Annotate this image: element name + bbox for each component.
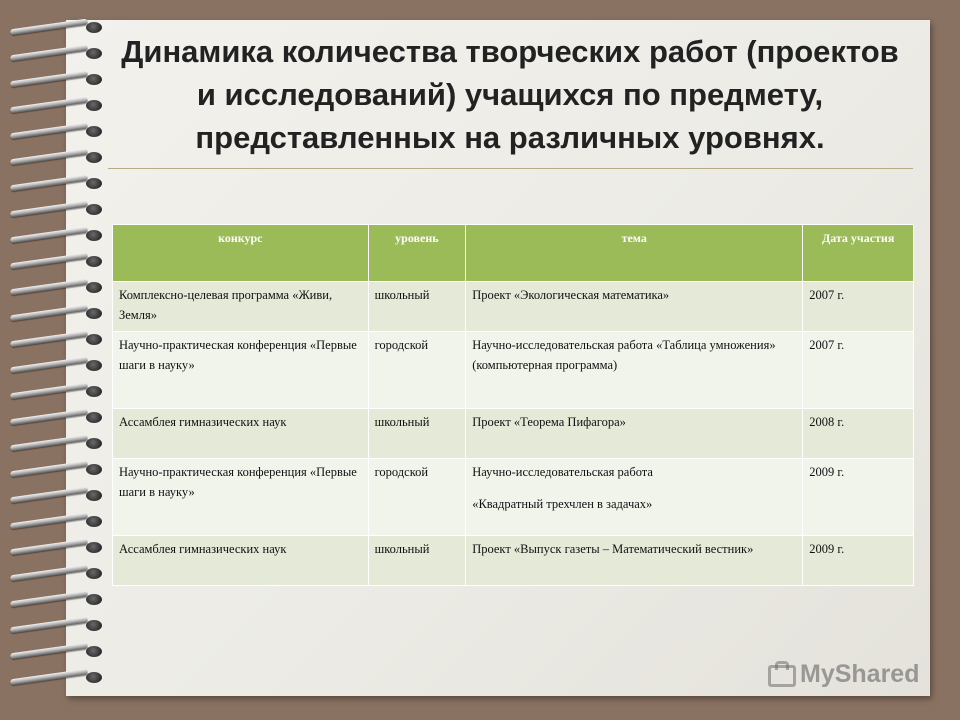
spiral-ring bbox=[10, 490, 102, 502]
spiral-ring bbox=[10, 542, 102, 554]
level-cell: школьный bbox=[368, 536, 466, 586]
table-row bbox=[113, 332, 914, 409]
spiral-ring bbox=[10, 22, 102, 34]
spiral-ring bbox=[10, 230, 102, 242]
spiral-ring bbox=[10, 152, 102, 164]
spiral-binding bbox=[0, 22, 110, 702]
spiral-ring bbox=[10, 178, 102, 190]
watermark-text: MyShared bbox=[800, 659, 920, 688]
spiral-ring bbox=[10, 126, 102, 138]
spiral-ring bbox=[10, 48, 102, 60]
level-cell: городской bbox=[368, 332, 466, 409]
title-divider bbox=[108, 168, 913, 169]
spiral-ring bbox=[10, 386, 102, 398]
contest-cell: Ассамблея гимназических наук bbox=[113, 409, 369, 459]
spiral-ring bbox=[10, 204, 102, 216]
spiral-ring bbox=[10, 334, 102, 346]
table-row bbox=[113, 536, 914, 586]
header-date: Дата участия bbox=[803, 225, 914, 282]
topic-cell bbox=[466, 459, 803, 536]
level-cell: школьный bbox=[368, 282, 466, 332]
topic-cell: Проект «Теорема Пифагора» bbox=[466, 409, 803, 459]
slide-title: Динамика количества творческих работ (проектов и исследований) учащихся по предмету, представленных на различных уровнях. bbox=[121, 34, 899, 155]
presentation-board-icon bbox=[766, 661, 794, 687]
spiral-ring bbox=[10, 516, 102, 528]
date-cell: 2009 г. bbox=[803, 536, 914, 586]
date-cell: 2009 г. bbox=[803, 459, 914, 536]
table-row bbox=[113, 459, 914, 536]
header-level: уровень bbox=[368, 225, 466, 282]
level-cell: городской bbox=[368, 459, 466, 536]
contest-cell: Ассамблея гимназических наук bbox=[113, 536, 369, 586]
level-cell: школьный bbox=[368, 409, 466, 459]
spiral-ring bbox=[10, 412, 102, 424]
date-cell: 2007 г. bbox=[803, 332, 914, 409]
date-cell: 2007 г. bbox=[803, 282, 914, 332]
spiral-ring bbox=[10, 594, 102, 606]
contest-cell: Научно-практическая конференция «Первые шаги в науку» bbox=[113, 332, 369, 409]
spiral-ring bbox=[10, 360, 102, 372]
table-header-row bbox=[113, 225, 914, 282]
contest-cell: Комплексно-целевая программа «Живи, Земля» bbox=[113, 282, 369, 332]
header-contest: конкурс bbox=[113, 225, 369, 282]
spiral-ring bbox=[10, 282, 102, 294]
date-cell: 2008 г. bbox=[803, 409, 914, 459]
spiral-ring bbox=[10, 100, 102, 112]
spiral-ring bbox=[10, 308, 102, 320]
spiral-ring bbox=[10, 74, 102, 86]
topic-cell: Проект «Экологическая математика» bbox=[466, 282, 803, 332]
spiral-ring bbox=[10, 256, 102, 268]
table-row bbox=[113, 282, 914, 332]
topic-line-1: Научно-исследовательская работа bbox=[472, 465, 653, 479]
topic-line-2: «Квадратный трехчлен в задачах» bbox=[472, 497, 653, 511]
spiral-ring bbox=[10, 438, 102, 450]
spiral-ring bbox=[10, 672, 102, 684]
contest-cell: Научно-практическая конференция «Первые шаги в науку» bbox=[113, 459, 369, 536]
topic-cell: Научно-исследовательская работа «Таблица умножения» (компьютерная программа) bbox=[466, 332, 803, 409]
header-topic: тема bbox=[466, 225, 803, 282]
works-table bbox=[112, 224, 914, 586]
spiral-ring bbox=[10, 568, 102, 580]
table-row bbox=[113, 409, 914, 459]
spiral-ring bbox=[10, 620, 102, 632]
spiral-ring bbox=[10, 646, 102, 658]
spiral-ring bbox=[10, 464, 102, 476]
watermark-logo bbox=[766, 656, 919, 692]
topic-cell: Проект «Выпуск газеты – Математический вестник» bbox=[466, 536, 803, 586]
